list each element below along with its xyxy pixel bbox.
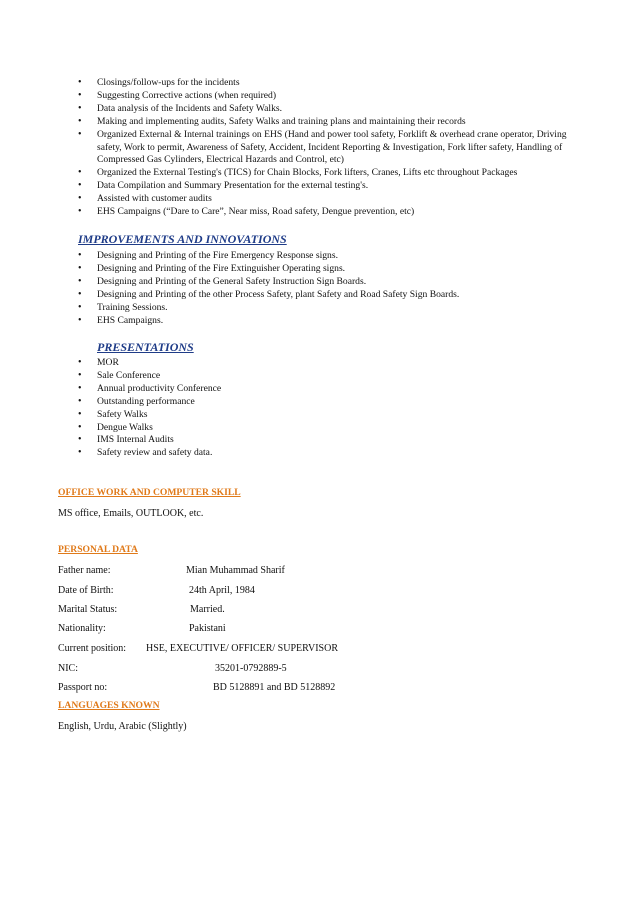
current-position-label: Current position: <box>58 643 127 654</box>
office-skill-heading: OFFICE WORK AND COMPUTER SKILL <box>58 487 241 498</box>
marital-status-value: Married. <box>190 604 225 615</box>
nationality-label: Nationality: <box>58 623 106 634</box>
list-item: • Closings/follow-ups for the incidents <box>65 77 585 90</box>
list-item: • EHS Campaigns. <box>65 315 585 328</box>
list-item: • Data analysis of the Incidents and Safety Walks. <box>65 103 585 116</box>
improvements-heading: IMPROVEMENTS AND INNOVATIONS <box>78 232 287 246</box>
languages-text: English, Urdu, Arabic (Slightly) <box>58 721 187 732</box>
current-position-value: HSE, EXECUTIVE/ OFFICER/ SUPERVISOR <box>146 643 338 654</box>
presentations-list <box>65 357 585 460</box>
list-item: • Annual productivity Conference <box>65 383 585 396</box>
father-name-value: Mian Muhammad Sharif <box>186 565 285 576</box>
presentations-heading: PRESENTATIONS <box>97 340 194 354</box>
list-item: • Designing and Printing of the Fire Extinguisher Operating signs. <box>65 263 585 276</box>
nic-label: NIC: <box>58 663 78 674</box>
passport-value: BD 5128891 and BD 5128892 <box>213 682 336 693</box>
list-item: • Designing and Printing of the Fire Emergency Response signs. <box>65 250 585 263</box>
list-item: • MOR <box>65 357 585 370</box>
list-item: • Assisted with customer audits <box>65 193 585 206</box>
languages-heading: LANGUAGES KNOWN <box>58 700 160 711</box>
list-item: • Organized the External Testing's (TICS) for Chain Blocks, Fork lifters, Cranes, Lifts etc throughout Packages <box>65 167 585 180</box>
list-item: • Outstanding performance <box>65 396 585 409</box>
duties-list <box>65 77 585 219</box>
improvements-list <box>65 250 585 327</box>
dob-label: Date of Birth: <box>58 585 114 596</box>
list-item: • Dengue Walks <box>65 422 585 435</box>
nic-value: 35201-0792889-5 <box>215 663 287 674</box>
list-item: • Designing and Printing of the other Process Safety, plant Safety and Road Safety Sign Boards. <box>65 289 585 302</box>
list-item: • Organized External & Internal trainings on EHS (Hand and power tool safety, Forklift & overhead crane operator, Driving safety, Work to permit, Awareness of Safety, Accident, Incident Reporting & Investigation, Fork lifter safety, Handling of Compressed Gas Cylinders, Electrical Hazards and Control, etc) <box>65 129 585 168</box>
list-item: • Designing and Printing of the General Safety Instruction Sign Boards. <box>65 276 585 289</box>
passport-label: Passport no: <box>58 682 108 693</box>
list-item: • Safety Walks <box>65 409 585 422</box>
list-item: • EHS Campaigns (“Dare to Care”, Near miss, Road safety, Dengue prevention, etc) <box>65 206 585 219</box>
list-item: • Suggesting Corrective actions (when required) <box>65 90 585 103</box>
list-item: • Sale Conference <box>65 370 585 383</box>
father-name-label: Father name: <box>58 565 111 576</box>
personal-data-heading: PERSONAL DATA <box>58 544 138 555</box>
nationality-value: Pakistani <box>189 623 226 634</box>
marital-status-label: Marital Status: <box>58 604 118 615</box>
list-item: • Safety review and safety data. <box>65 447 585 460</box>
list-item: • Training Sessions. <box>65 302 585 315</box>
list-item: • Data Compilation and Summary Presentation for the external testing's. <box>65 180 585 193</box>
office-skill-text: MS office, Emails, OUTLOOK, etc. <box>58 508 204 519</box>
list-item: • Making and implementing audits, Safety Walks and training plans and maintaining their records <box>65 116 585 129</box>
list-item: • IMS Internal Audits <box>65 434 585 447</box>
dob-value: 24th April, 1984 <box>189 585 255 596</box>
